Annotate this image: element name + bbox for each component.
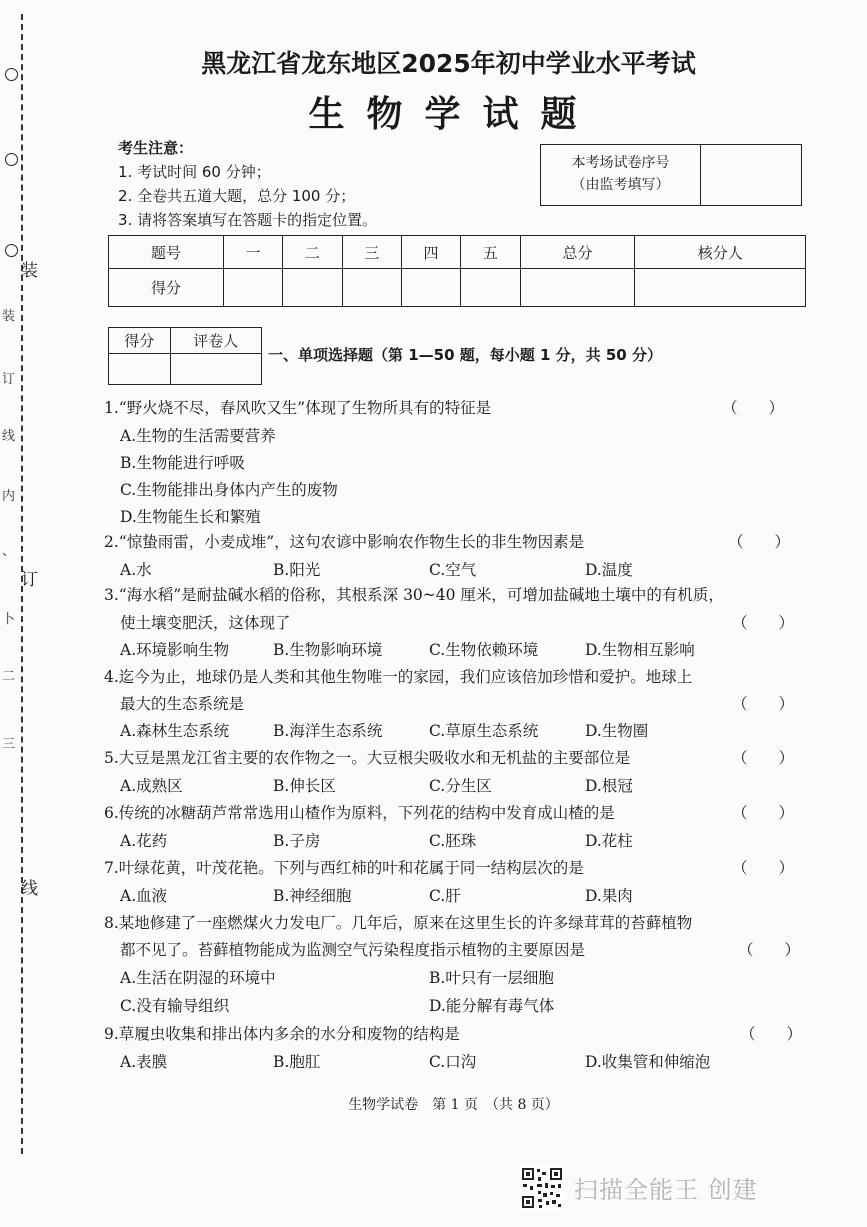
- grader-score-cell[interactable]: [109, 354, 171, 385]
- question-stem: 3.“海水稻”是耐盐碱水稻的俗称，其根系深 30~40 厘米，可增加盐碱地土壤中的有机质，: [104, 586, 724, 604]
- option: A.生活在阴湿的环境中: [120, 969, 276, 987]
- section-heading: 一、单项选择题（第 1—50 题，每小题 1 分，共 50 分）: [268, 346, 662, 364]
- option: A.成熟区: [120, 777, 183, 795]
- score-header: 三: [342, 236, 401, 269]
- question-stem-cont: 最大的生态系统是: [120, 695, 245, 713]
- option: D.花柱: [585, 832, 633, 850]
- score-header: 题号: [109, 236, 224, 269]
- grader-name-label: 评卷人: [170, 328, 261, 354]
- question-stem-cont: 都不见了。苔藓植物能成为监测空气污染程度指示植物的主要原因是: [120, 941, 586, 959]
- answer-paren[interactable]: （ ）: [738, 941, 801, 959]
- score-cell[interactable]: [635, 269, 806, 307]
- question-stem: 4.迄今为止，地球仍是人类和其他生物唯一的家园，我们应该倍加珍惜和爱护。地球上: [104, 668, 693, 686]
- option: C.口沟: [429, 1053, 477, 1071]
- option: B.生物影响环境: [273, 641, 383, 659]
- option: B.神经细胞: [273, 887, 352, 905]
- option: C.肝: [429, 887, 461, 905]
- option: C.生物能排出身体内产生的废物: [120, 481, 338, 499]
- binding-char-ding: 订: [21, 570, 38, 590]
- question-stem: 6.传统的冰糖葫芦常常选用山楂作为原料，下列花的结构中发育成山楂的是: [104, 804, 615, 822]
- score-cell[interactable]: [223, 269, 282, 307]
- option: D.果肉: [585, 887, 633, 905]
- score-header: 核分人: [635, 236, 806, 269]
- binding-hole: [5, 153, 18, 166]
- option: A.血液: [120, 887, 168, 905]
- margin-char: 线: [2, 429, 16, 444]
- option: D.根冠: [585, 777, 633, 795]
- option: A.环境影响生物: [120, 641, 230, 659]
- option: A.水: [120, 561, 152, 579]
- answer-paren[interactable]: （ ）: [732, 614, 795, 632]
- option: A.花药: [120, 832, 168, 850]
- margin-char: 二: [2, 669, 16, 684]
- question-stem-cont: 使土壤变肥沃，这体现了: [120, 614, 291, 632]
- answer-paren[interactable]: （ ）: [728, 533, 791, 551]
- score-cell[interactable]: [283, 269, 342, 307]
- notice-item: 1. 考试时间 60 分钟；: [118, 163, 271, 181]
- answer-paren[interactable]: （ ）: [740, 1025, 803, 1043]
- option: B.伸长区: [273, 777, 336, 795]
- option: A.生物的生活需要营养: [120, 427, 276, 445]
- option: B.海洋生态系统: [273, 722, 383, 740]
- serial-label: [541, 145, 701, 205]
- qr-code-icon: [520, 1166, 564, 1210]
- grader-score-label: 得分: [109, 328, 171, 354]
- margin-char: 内: [2, 489, 16, 504]
- score-header: 四: [401, 236, 460, 269]
- score-table: [108, 235, 806, 307]
- option: C.草原生态系统: [429, 722, 539, 740]
- score-cell[interactable]: [461, 269, 520, 307]
- margin-char: 订: [2, 372, 16, 387]
- subject-title: 生物学试题: [308, 94, 599, 135]
- question-stem: 9.草履虫收集和排出体内多余的水分和废物的结构是: [104, 1025, 460, 1043]
- grader-name-cell[interactable]: [170, 354, 261, 385]
- question-stem: 2.“惊蛰雨雷，小麦成堆”，这句农谚中影响农作物生长的非生物因素是: [104, 533, 585, 551]
- option: B.生物能进行呼吸: [120, 454, 245, 472]
- option: B.子房: [273, 832, 321, 850]
- score-header: 二: [283, 236, 342, 269]
- serial-input-cell[interactable]: [701, 145, 801, 205]
- notice-item: 3. 请将答案填写在答题卡的指定位置。: [118, 211, 378, 229]
- binding-char-zhuang: 装: [21, 261, 38, 281]
- score-cell[interactable]: [520, 269, 635, 307]
- option: A.表膜: [120, 1053, 168, 1071]
- option: D.生物相互影响: [585, 641, 695, 659]
- option: D.收集管和伸缩泡: [585, 1053, 711, 1071]
- option: C.空气: [429, 561, 477, 579]
- grader-table: [108, 327, 262, 385]
- option: D.生物圈: [585, 722, 649, 740]
- binding-hole: [5, 244, 18, 257]
- score-header: 一: [223, 236, 282, 269]
- question-stem: 5.大豆是黑龙江省主要的农作物之一。大豆根尖吸收水和无机盐的主要部位是: [104, 749, 631, 767]
- option: C.生物依赖环境: [429, 641, 539, 659]
- score-header: 五: [461, 236, 520, 269]
- question-stem: 8.某地修建了一座燃煤火力发电厂。几年后，原来在这里生长的许多绿茸茸的苔藓植物: [104, 914, 693, 932]
- option: D.生物能生长和繁殖: [120, 508, 261, 526]
- option: C.胚珠: [429, 832, 477, 850]
- answer-paren[interactable]: （ ）: [732, 749, 795, 767]
- candidate-notice: [118, 136, 377, 232]
- option: B.阳光: [273, 561, 321, 579]
- serial-number-box: [540, 144, 802, 206]
- score-header: 总分: [520, 236, 635, 269]
- margin-char: 装: [2, 309, 16, 324]
- margin-char: 卜: [2, 612, 16, 627]
- binding-char-xian: 线: [21, 879, 38, 899]
- option: C.没有输导组织: [120, 997, 230, 1015]
- exam-title: 黑龙江省龙东地区2025年初中学业水平考试: [201, 49, 696, 78]
- option: B.胞肛: [273, 1053, 321, 1071]
- answer-paren[interactable]: （ ）: [732, 695, 795, 713]
- question-stem: 1.“野火烧不尽，春风吹又生”体现了生物所具有的特征是: [104, 399, 492, 417]
- score-cell[interactable]: [342, 269, 401, 307]
- question-stem: 7.叶绿花黄，叶茂花艳。下列与西红柿的叶和花属于同一结构层次的是: [104, 859, 584, 877]
- answer-paren[interactable]: （ ）: [722, 399, 785, 417]
- margin-char: 三: [2, 737, 16, 752]
- option: A.森林生态系统: [120, 722, 230, 740]
- option: B.叶只有一层细胞: [429, 969, 554, 987]
- serial-label-line1: 本考场试卷序号: [571, 155, 670, 171]
- scanner-watermark: 扫描全能王 创建: [574, 1176, 758, 1204]
- margin-char: 、: [2, 544, 16, 559]
- score-cell[interactable]: [401, 269, 460, 307]
- page-footer: 生物学试卷 第 1 页 （共 8 页）: [348, 1097, 559, 1113]
- serial-label-line2: （由监考填写）: [571, 177, 670, 193]
- score-row-label: 得分: [109, 269, 224, 307]
- option: D.能分解有毒气体: [429, 997, 555, 1015]
- answer-paren[interactable]: （ ）: [732, 859, 795, 877]
- binding-margin: [0, 0, 50, 1160]
- answer-paren[interactable]: （ ）: [732, 804, 795, 822]
- notice-item: 2. 全卷共五道大题，总分 100 分；: [118, 187, 356, 205]
- notice-heading: 考生注意：: [118, 139, 194, 157]
- option: C.分生区: [429, 777, 492, 795]
- option: D.温度: [585, 561, 633, 579]
